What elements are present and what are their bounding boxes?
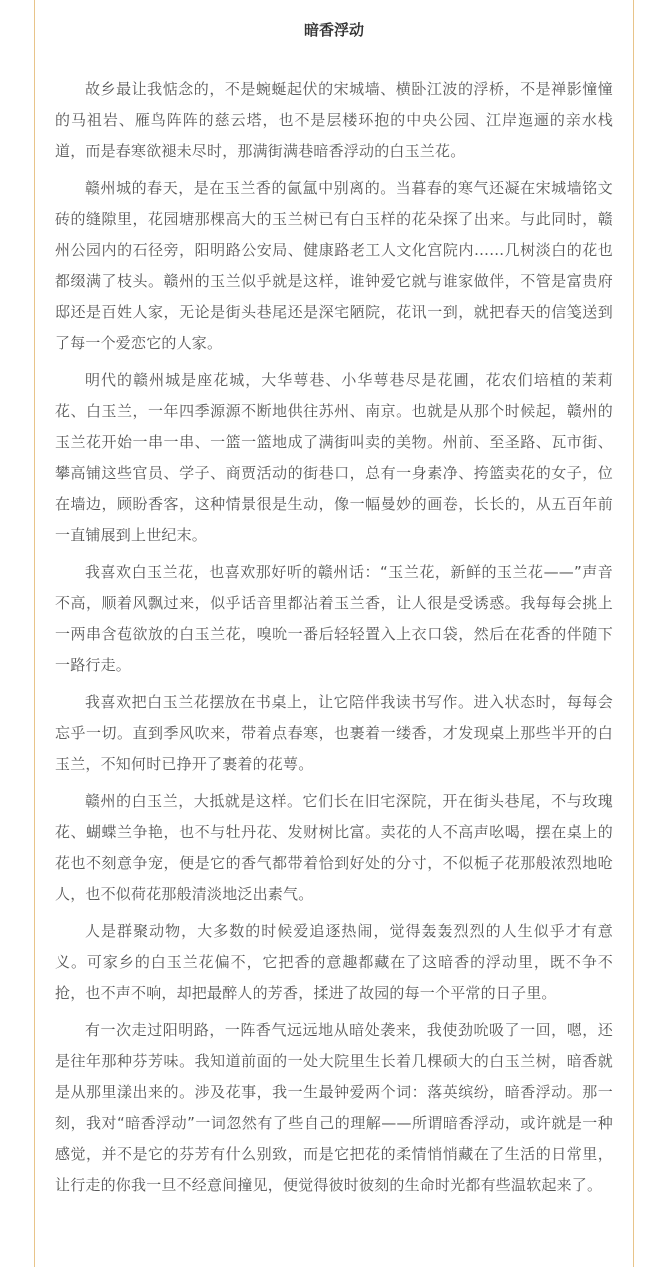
paragraph-4: 我喜欢白玉兰花，也喜欢那好听的赣州话：“玉兰花，新鲜的玉兰花——”声音不高，顺着风飘过来，似乎话音里都沾着玉兰香，让人很是受诱惑。我每每会挑上一两串含苞欲放的白玉兰花，嗅吮一番后轻轻置入上衣口袋，然后在花香的伴随下一路行走。 <box>55 563 613 674</box>
article-title: 暗香浮动 <box>303 21 364 39</box>
paragraph-2: 赣州城的春天，是在玉兰香的氤氲中别离的。当暮春的寒气还凝在宋城墙铭文砖的缝隙里，花园塘那棵高大的玉兰树已有白玉样的花朵探了出来。与此同时，赣州公园内的石径旁，阳明路公安局、健康路老工人文化宫院内……几树淡白的花也都缀满了枝头。赣州的玉兰似乎就是这样，谁钟爱它就与谁家做伴，不管是富贵府邸还是百姓人家，无论是街头巷尾还是深宅陋院，花讯一到，就把春天的信笺送到了每一个爱恋它的人家。 <box>55 179 613 352</box>
paragraph-6: 赣州的白玉兰，大抵就是这样。它们长在旧宅深院，开在街头巷尾，不与玫瑰花、蝴蝶兰争艳，也不与牡丹花、发财树比富。卖花的人不高声吆喝，摆在桌上的花也不刻意争宠，便是它的香气都带着恰到好处的分寸，不似栀子花那般浓烈地呛人，也不似荷花那般清淡地泛出素气。 <box>55 792 613 903</box>
article-body <box>55 74 613 1207</box>
paragraph-5: 我喜欢把白玉兰花摆放在书桌上，让它陪伴我读书写作。进入状态时，每每会忘乎一切。直到季风吹来，带着点春寒，也裹着一缕香，才发现桌上那些半开的白玉兰，不知何时已挣开了裹着的花萼。 <box>55 693 613 773</box>
paragraph-7: 人是群聚动物，大多数的时候爱追逐热闹，觉得轰轰烈烈的人生似乎才有意义。可家乡的白玉兰花偏不，它把香的意趣都藏在了这暗香的浮动里，既不争不抢，也不声不响，却把最醉人的芳香，揉进了故园的每一个平常的日子里。 <box>55 922 613 1002</box>
paragraph-8: 有一次走过阳明路，一阵香气远远地从暗处袭来，我使劲吮吸了一回，嗯，还是往年那种芬芳味。我知道前面的一处大院里生长着几棵硕大的白玉兰树，暗香就是从那里漾出来的。涉及花事，我一生最钟爱两个词：落英缤纷，暗香浮动。那一刻，我对“暗香浮动”一词忽然有了些自己的理解——所谓暗香浮动，或许就是一种感觉，并不是它的芬芳有什么别致，而是它把花的柔情悄悄藏在了生活的日常里，让行走的你我一旦不经意间撞见，便觉得彼时彼刻的生命时光都有些温软起来了。 <box>55 1021 613 1194</box>
article-frame <box>34 0 634 1267</box>
paragraph-1: 故乡最让我惦念的，不是蜿蜒起伏的宋城墙、横卧江波的浮桥，不是禅影憧憧的马祖岩、雁鸟阵阵的慈云塔，也不是层楼环抱的中央公园、江岸迤逦的亲水栈道，而是春寒欲褪未尽时，那满街满巷暗香浮动的白玉兰花。 <box>55 80 613 160</box>
paragraph-3: 明代的赣州城是座花城，大华萼巷、小华萼巷尽是花圃，花农们培植的茉莉花、白玉兰，一年四季源源不断地供往苏州、南京。也就是从那个时候起，赣州的玉兰花开始一串一串、一篮一篮地成了满街叫卖的美物。州前、至圣路、瓦市街、攀高铺这些官员、学子、商贾活动的街巷口，总有一身素净、挎篮卖花的女子，位在墙边，顾盼香客，这种情景很是生动，像一幅曼妙的画卷，长长的，从五百年前一直铺展到上世纪末。 <box>55 371 613 544</box>
